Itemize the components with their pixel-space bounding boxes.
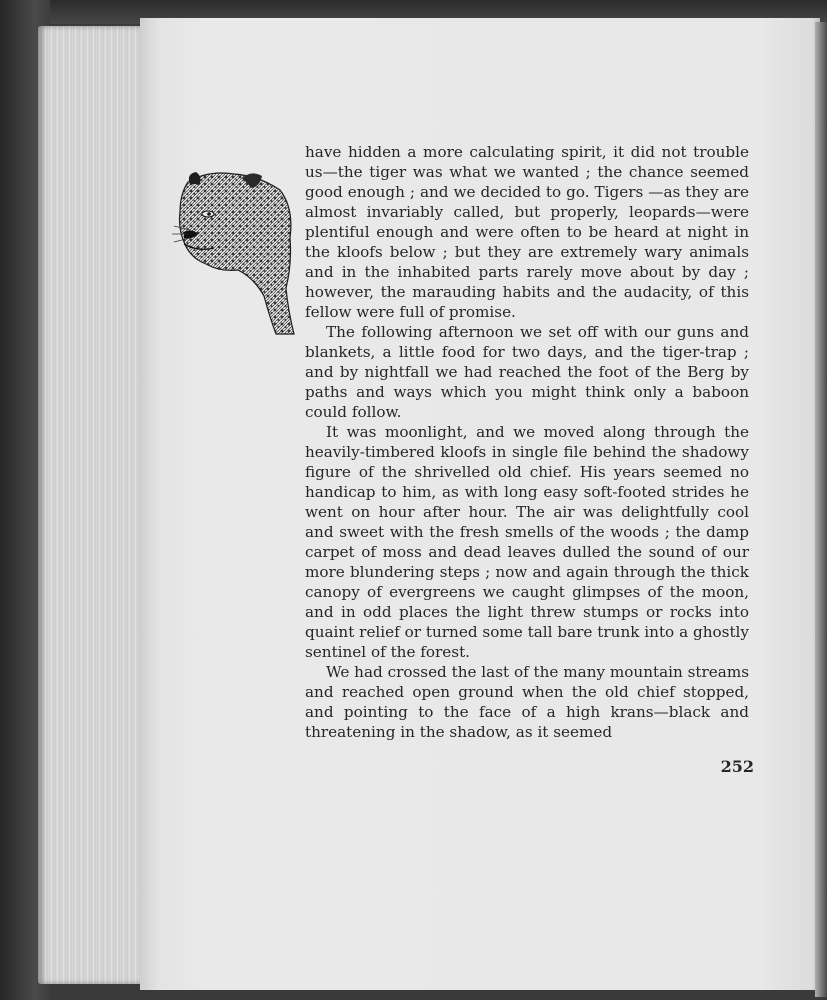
page-edges-stack bbox=[38, 26, 150, 984]
body-text bbox=[305, 142, 749, 742]
paragraph: It was moonlight, and we moved along through the heavily-timbered kloofs in single file behind the shadowy figure of the shrivelled old chief. His years seemed no handicap to him, as with long easy soft-footed strides he went on hour after hour. The air was delightfully cool and sweet with the fresh smells of the woods ; the damp carpet of moss and dead leaves dulled the sound of our more blundering steps ; now and again through the thick canopy of evergreens we caught glimpses of the moon, and in odd places the light threw stumps or rocks into quaint relief or turned some tall bare trunk into a ghostly sentinel of the forest. bbox=[305, 423, 749, 661]
page-number: 252 bbox=[720, 757, 754, 776]
paragraph: have hidden a more calculating spirit, it did not trouble us—the tiger was what we wanted ; the chance seemed good enough ; and we decided to go. Tigers —as they are almost invariably called, but properly, leopards—were plentiful enough and were often to be heard at night in the kloofs below ; but they are extremely wary animals and in the inhabited parts rarely move about by day ; however, the marauding habits and the audacity, of this fellow were full of promise. bbox=[305, 143, 749, 321]
paragraph: We had crossed the last of the many mountain streams and reached open ground when the old chief stopped, and pointing to the face of a high krans—black and threatening in the shadow, as it seemed bbox=[305, 663, 750, 741]
leopard-head-illustration bbox=[168, 168, 302, 336]
page-right-edge bbox=[815, 22, 827, 997]
paragraph: The following afternoon we set off with our guns and blankets, a little food for two days, and the tiger-trap ; and by nightfall we had reached the foot of the Berg by paths and ways which you might think only a baboon could follow. bbox=[305, 323, 749, 421]
